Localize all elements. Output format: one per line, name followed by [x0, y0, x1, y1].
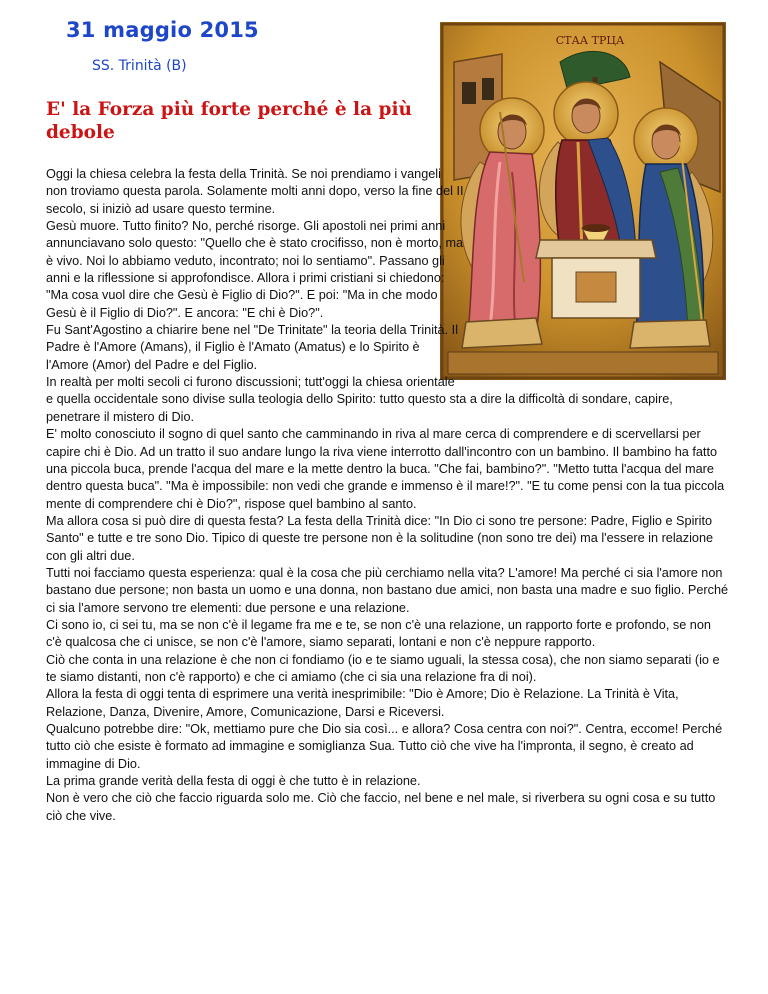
paragraph: Ma allora cosa si può dire di questa festa? La festa della Trinità dice: "In Dio ci sono tre persone: Padre, Figlio e Spirito Santo" e tutte e tre sono Dio. Tipico di queste tre persone non è la solitudine (non sono tre dei) ma l'essere in relazione con gli altri due. — [46, 513, 714, 563]
paragraph: La prima grande verità della festa di oggi è che tutto è in relazione. — [46, 774, 421, 789]
feast-subtitle: SS. Trinità (B) — [92, 58, 187, 74]
paragraph: Qualcuno potrebbe dire: "Ok, mettiamo pure che Dio sia così... e allora? Cosa centra con noi?". Centra, eccome! Perché tutto ciò che esiste è formato ad immagine e somiglianza Sua. Tutto ciò che vive ha l'impronta, il segno, è creato ad immagine di Dio. — [46, 722, 723, 771]
paragraph: In realtà per molti secoli ci furono discussioni; tutt'oggi la chiesa orientale e quella occidentale sono divise sulla teologia dello Spirito: tutto questo sta a dire la difficoltà di sondare, capire, penetrare il mistero di Dio. — [46, 375, 673, 424]
article-body — [46, 166, 730, 825]
paragraph: Ciò che conta in una relazione è che non ci fondiamo (io e te siamo uguali, la stessa cosa), che non siamo separati (io e te siamo distanti, non c'è rapporto) e che ci amiamo (che ci sia una relazione fra di noi). — [46, 652, 720, 684]
paragraph: Oggi la chiesa celebra la festa della Trinità. Se noi prendiamo i vangeli non troviamo questa parola. Solamente molti anni dopo, verso la fine del II secolo, si iniziò ad usare questo termine. — [46, 167, 464, 216]
article-headline: E' la Forza più forte perché è la più debole — [46, 99, 412, 143]
paragraph: Allora la festa di oggi tenta di esprimere una verità inesprimibile: "Dio è Amore; Dio è Relazione. La Trinità è Vita, Relazione, Danza, Divenire, Amore, Comunicazione, Darsi e Riceversi. — [46, 687, 679, 719]
paragraph: E' molto conosciuto il sogno di quel santo che camminando in riva al mare cerca di comprendere e di scervellarsi per capire chi è Dio. Ad un tratto il suo andare lungo la riva viene interrotto dall'incontro con un bambino. Il bambino ha fatto una piccola buca, prende l'acqua del mare e la mette dentro la buca. "Che fai, bambino?". "Metto tutta l'acqua del mare dentro questa buca". "Ma è impossibile: non vedi che grande e immenso è il mare!?". "E tu come pensi con la tua piccola mente di comprendere chi è Dio?", rispose quel bambino al santo. — [46, 427, 725, 511]
icon-inscription: СТАА ТРЦА — [555, 34, 625, 47]
paragraph: Gesù muore. Tutto finito? No, perché risorge. Gli apostoli nei primi anni annunciavano solo questo: "Quello che è stato crocifisso, non è morto, ma è vivo. Noi lo abbiamo veduto, incontrato; noi lo sentiamo". Passano gli anni e la riflessione si approfondisce. Allora i primi cristiani si chiedono: "Ma cosa vuol dire che Gesù è Figlio di Dio?". E poi: "Ma in che modo Gesù è il Figlio di Dio?". E ancora: "E chi è Dio?". — [46, 219, 464, 320]
paragraph: Fu Sant'Agostino a chiarire bene nel "De Trinitate" la teoria della Trinità. Il Padre è l'Amore (Amans), il Figlio è l'Amato (Amatus) e lo Spirito è l'Amore (Amor) del Padre e del Figlio. — [46, 323, 459, 372]
paragraph: Non è vero che ciò che faccio riguarda solo me. Ciò che faccio, nel bene e nel male, si riverbera su ogni cosa e su tutto ciò che vive. — [46, 791, 716, 823]
paragraph: Tutti noi facciamo questa esperienza: qual è la cosa che più cerchiamo nella vita? L'amore! Ma perché ci sia l'amore non bastano due persone; non basta un uomo e una donna, non bastano due amici, non basta una madre e suo figlio. Perché ci sia l'amore servono tre elementi: due persone e una relazione. — [46, 565, 729, 615]
paragraph: Ci sono io, ci sei tu, ma se non c'è il legame fra me e te, se non c'è una relazione, un rapporto forte e profondo, se non c'è qualcosa che ci unisce, se non c'è l'amore, siamo separati, lontani e non c'è neppure rapporto. — [46, 617, 711, 650]
date-heading: 31 maggio 2015 — [66, 18, 259, 42]
